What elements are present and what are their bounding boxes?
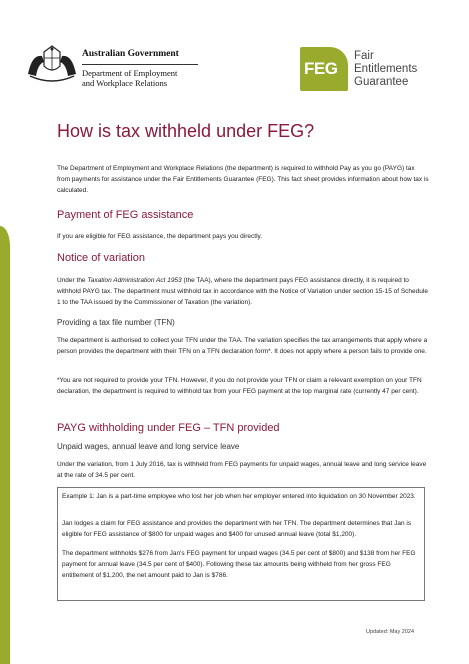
payg-subheading: Unpaid wages, annual leave and long service leave — [57, 442, 240, 451]
feg-logo-box — [300, 47, 348, 91]
logo-divider — [82, 64, 198, 65]
example-paragraph-3: The department withholds $276 from Jan's FEG payment for unpaid wages (34.5 per cent of $800) and $138 from her FEG payment for annual leave (34.5 per cent of $400). Following these tax amounts being withheld from her gross FEG entitlement of $1,200, the net amount paid to Jan is $786. — [62, 550, 416, 579]
feg-word-entitlements: Entitlements — [354, 63, 418, 75]
payment-heading: Payment of FEG assistance — [57, 209, 194, 221]
payg-heading: PAYG withholding under FEG – TFN provided — [57, 422, 280, 434]
gov-name: Australian Government — [82, 49, 179, 59]
act-name: Taxation Administration Act 1953 — [87, 277, 182, 284]
tfn-paragraph: The department is authorised to collect your TFN under the TAA. The variation specifies the tax arrangements that apply where a person provides the department with their TFN on a TFN declaration form*. It does not apply where a person fails to provide one. — [57, 337, 428, 355]
feg-word-fair: Fair — [354, 50, 374, 62]
feg-abbrev: FEG — [304, 59, 338, 78]
example-paragraph-2: Jan lodges a claim for FEG assistance and provides the department with her TFN. The department determines that Jan is eligible for FEG assistance of $800 for unpaid wages and $400 for unused annual leave (total $1,200). — [62, 520, 412, 538]
feg-logo — [300, 47, 450, 93]
intro-paragraph: The Department of Employment and Workplace Relations (the department) is required to withhold Pay as you go (PAYG) tax from payments for assistance under the Fair Entitlements Guarantee (FEG). This fact sheet provides information about how tax is calculated. — [57, 165, 429, 194]
tfn-subheading: Providing a tax file number (TFN) — [57, 318, 175, 327]
decorative-green-bar — [0, 226, 10, 664]
variation-paragraph — [57, 275, 429, 308]
payment-paragraph: If you are eligible for FEG assistance, the department pays you directly. — [57, 233, 263, 240]
page-title: How is tax withheld under FEG? — [57, 121, 315, 141]
feg-logo-words — [354, 50, 417, 89]
commonwealth-coat-of-arms-icon — [24, 44, 80, 88]
variation-text-rest: (the TAA), where the department pays FEG assistance directly, it is required to withhold PAYG tax. The department must withhold tax in accordance with the Notice of Variation under section 15-15 of Schedule 1 to the TAA issued by the Commissioner of Taxation (the variation). — [57, 277, 428, 306]
payg-paragraph: Under the variation, from 1 July 2016, tax is withheld from FEG payments for unpaid wages, annual leave and long service leave at the rate of 34.5 per cent. — [57, 461, 427, 479]
example-box — [57, 487, 425, 601]
feg-word-guarantee: Guarantee — [354, 76, 409, 88]
department-name-line-1: Department of Employment — [82, 68, 178, 78]
variation-text-prefix: Under the — [57, 277, 88, 284]
australian-government-logo — [24, 44, 224, 96]
variation-heading: Notice of variation — [57, 252, 146, 264]
department-name — [82, 68, 177, 88]
updated-date: Updated: May 2024 — [366, 629, 415, 635]
tfn-note: *You are not required to provide your TFN. However, if you do not provide your TFN or claim a relevant exemption on your TFN declaration, the department is required to withhold tax from your FEG payment at the top marginal rate (currently 47 per cent). — [57, 377, 422, 395]
department-name-line-2: and Workplace Relations — [82, 78, 168, 88]
example-paragraph-1: Example 1: Jan is a part-time employee who lost her job when her employer entered into liquidation on 30 November 2023. — [62, 493, 416, 500]
